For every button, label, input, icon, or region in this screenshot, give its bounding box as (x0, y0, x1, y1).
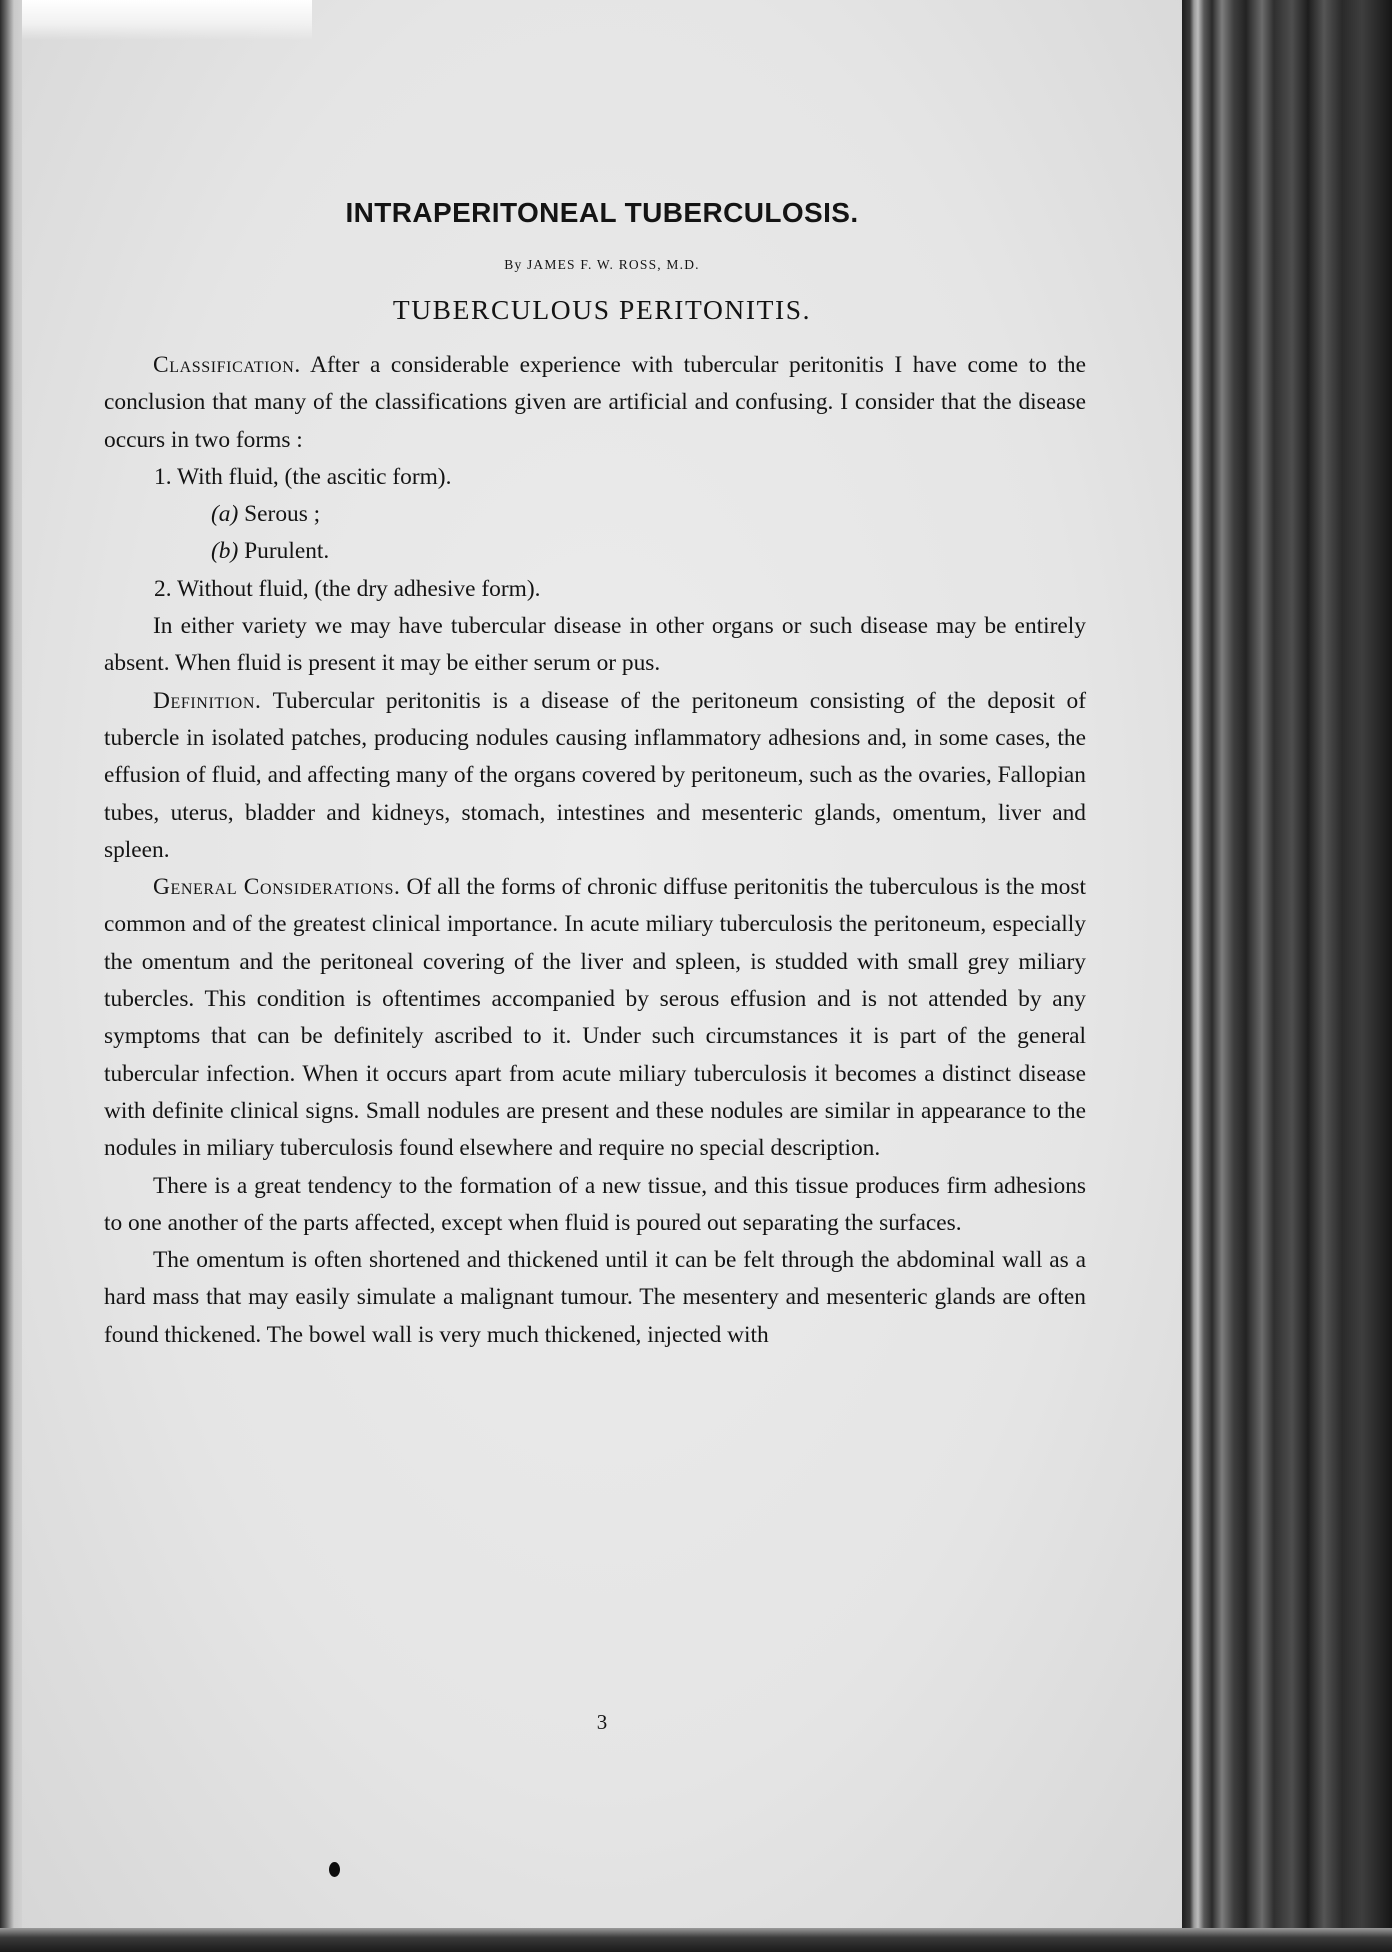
forms-list (104, 459, 1086, 608)
paragraph-text: Tubercular peritonitis is a disease of the peritoneum consisting of the deposit of tubercle in isolated patches, producing nodules causing inflammatory adhesions and, in some cases, the effusion of fluid, and affecting many of the organs covered by peritoneum, such as the ovaries, Fallopian tubes, uterus, bladder and kidneys, stomach, intestines and mesenteric glands, omentum, liver and spleen. (104, 687, 1086, 863)
paragraph-text: Of all the forms of chronic diffuse peritonitis the tuberculous is the most common and of the greatest clinical importance. In acute miliary tuberculosis the peritoneum, especially the omentum and the peritoneal covering of the liver and spleen, is studded with small grey miliary tubercles. This condition is oftentimes accompanied by serous effusion and is not attended by any symptoms that can be definitely ascribed to it. Under such circumstances it is part of the general tubercular infection. When it occurs apart from acute miliary tuberculosis it becomes a distinct disease with definite clinical signs. Small nodules are present and these nodules are similar in appearance to the nodules in miliary tuberculosis found elsewhere and require no special description. (104, 874, 1086, 1162)
run-in-heading-classification: Classification. (153, 352, 301, 378)
book-bottom-edge (0, 1928, 1392, 1952)
list-marker: (a) (211, 501, 239, 528)
list-item-text: Without fluid, (the dry adhesive form). (176, 575, 541, 602)
list-item (104, 459, 1086, 496)
page-leaf (22, 0, 1182, 1952)
paragraph-variety: In either variety we may have tubercular disease in other organs or such disease may be entirely absent. When fluid is present it may be either serum or pus. (104, 613, 1086, 677)
page-title: INTRAPERITONEAL TUBERCULOSIS. (345, 197, 859, 228)
run-in-heading-general: General Considerations. (153, 874, 401, 901)
list-item-text: Purulent. (244, 538, 330, 565)
section-heading: TUBERCULOUS PERITONITIS. (392, 294, 812, 325)
author-byline: By JAMES F. W. ROSS, M.D. (504, 257, 700, 272)
paragraph-text: After a considerable experience with tubercular peritonitis I have come to the conclusion that many of the classifications given are artificial and confusing. I consider that the disease occurs in two forms : (104, 352, 1086, 453)
list-item (104, 533, 1086, 570)
list-item-text: Serous ; (244, 501, 321, 528)
list-marker: 2. (154, 575, 172, 602)
list-item (104, 496, 1086, 533)
run-in-heading-definition: Definition. (153, 687, 262, 714)
list-item-text: With fluid, (the ascitic form). (176, 463, 452, 490)
page-corner-highlight (22, 0, 312, 40)
list-marker: (b) (211, 538, 239, 565)
paragraph-tendency: There is a great tendency to the formation of a new tissue, and this tissue produces firm adhesions to one another of the parts affected, except when fluid is poured out separating the surfaces. (104, 1172, 1086, 1236)
paragraph-definition (104, 683, 1086, 869)
paragraph-omentum: The omentum is often shortened and thickened until it can be felt through the abdominal wall as a hard mass that may easily simulate a malignant tumour. The mesentery and mesenteric glands are often found thickened. The bowel wall is very much thickened, injected with (104, 1247, 1086, 1348)
paragraph-general-considerations (104, 869, 1086, 1167)
ink-spot (329, 1862, 340, 1877)
list-marker: 1. (154, 463, 172, 490)
paragraph-classification (104, 347, 1086, 459)
book-page-edges (1182, 0, 1392, 1952)
article-body (104, 347, 1086, 1354)
list-item (104, 571, 1086, 608)
page-number: 3 (596, 1710, 608, 1734)
